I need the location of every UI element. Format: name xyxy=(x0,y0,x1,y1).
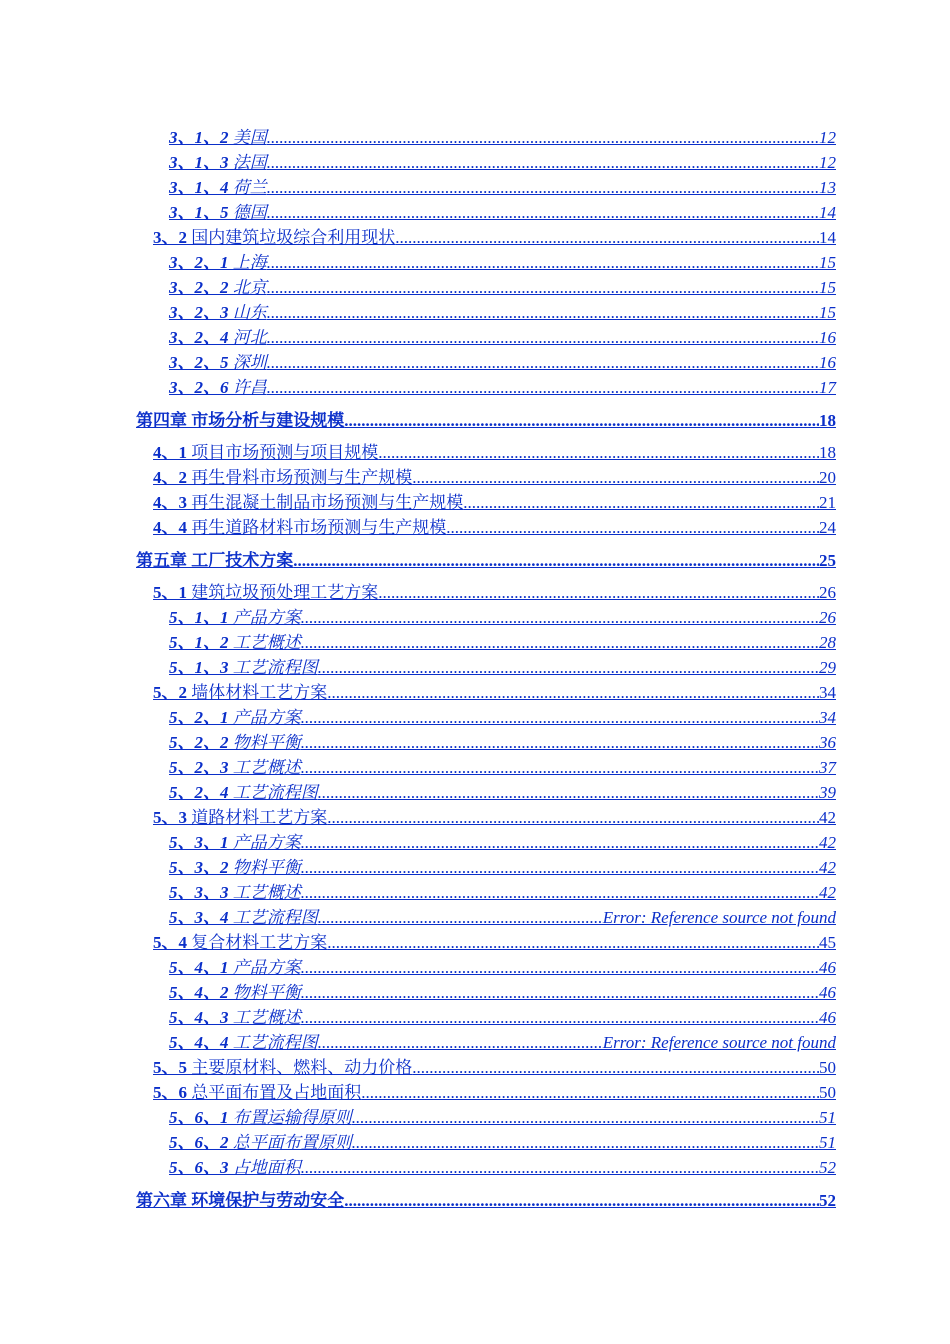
dot-leader xyxy=(412,1055,819,1080)
toc-entry-title: 物料平衡 xyxy=(228,983,301,1002)
toc-entry-title: 道路材料工艺方案 xyxy=(187,808,328,827)
toc-entry-page-number: 26 xyxy=(819,608,836,627)
toc-entry-number: 3、1、4 xyxy=(169,178,229,197)
toc-entry-sub[interactable] xyxy=(169,955,836,980)
dot-leader xyxy=(267,325,819,350)
dot-leader xyxy=(301,1005,819,1030)
toc-entry-page-number: 25 xyxy=(819,551,836,570)
toc-entry-page-number: 14 xyxy=(819,228,836,247)
toc-entry-title: 北京 xyxy=(228,278,267,297)
toc-entry-sub[interactable] xyxy=(169,1130,836,1155)
toc-entry-title: 布置运输得原则 xyxy=(228,1108,352,1127)
toc-entry-page-number: 16 xyxy=(819,328,836,347)
toc-entry-number: 5、4、4 xyxy=(169,1033,229,1052)
dot-leader xyxy=(267,300,819,325)
toc-entry-number: 4、3 xyxy=(153,493,187,512)
toc-entry-page-number: 24 xyxy=(819,518,836,537)
dot-leader xyxy=(301,880,819,905)
toc-entry-title: 山东 xyxy=(228,303,267,322)
dot-leader xyxy=(361,1080,819,1105)
toc-entry-number: 5、1、1 xyxy=(169,608,229,627)
dot-leader xyxy=(301,605,819,630)
toc-entry-sub[interactable] xyxy=(169,150,836,175)
dot-leader xyxy=(318,780,819,805)
toc-entry-title: 产品方案 xyxy=(228,608,301,627)
dot-leader xyxy=(446,515,819,540)
toc-entry-label xyxy=(169,730,301,755)
toc-entry-title: 物料平衡 xyxy=(228,733,301,752)
toc-entry-sub[interactable] xyxy=(169,705,836,730)
toc-entry-label xyxy=(169,125,267,150)
toc-entry-title: 物料平衡 xyxy=(228,858,301,877)
dot-leader xyxy=(267,125,819,150)
toc-entry-number: 3、2、5 xyxy=(169,353,229,372)
toc-entry-page-number: 12 xyxy=(819,128,836,147)
toc-entry-sub[interactable] xyxy=(169,605,836,630)
toc-entry-page-number: 46 xyxy=(819,1008,836,1027)
dot-leader xyxy=(267,150,819,175)
toc-entry-number: 5、5 xyxy=(153,1058,187,1077)
toc-entry-section[interactable] xyxy=(153,515,836,540)
dot-leader xyxy=(267,200,819,225)
toc-entry-page-number: 20 xyxy=(819,468,836,487)
toc-entry-section[interactable] xyxy=(153,465,836,490)
dot-leader xyxy=(344,1187,819,1215)
toc-entry-title: 产品方案 xyxy=(228,958,301,977)
toc-entry-page-number: 21 xyxy=(819,493,836,512)
toc-entry-label xyxy=(169,705,301,730)
toc-entry-title: 美国 xyxy=(228,128,267,147)
toc-entry-title: 再生骨料市场预测与生产规模 xyxy=(187,468,413,487)
toc-entry-title: 第四章 市场分析与建设规模 xyxy=(136,411,345,430)
toc-entry-title: 工艺流程图 xyxy=(228,908,318,927)
toc-entry-page-number: 12 xyxy=(819,153,836,172)
toc-entry-label xyxy=(169,655,318,680)
toc-entry-title: 主要原材料、燃料、动力价格 xyxy=(187,1058,413,1077)
toc-entry-sub[interactable] xyxy=(169,830,836,855)
toc-entry-title: 产品方案 xyxy=(228,708,301,727)
toc-entry-label xyxy=(169,375,267,400)
dot-leader xyxy=(267,175,819,200)
toc-entry-number: 5、4、2 xyxy=(169,983,229,1002)
toc-entry-number: 5、1、2 xyxy=(169,633,229,652)
toc-entry-number: 5、2 xyxy=(153,683,187,702)
toc-entry-number: 5、6 xyxy=(153,1083,187,1102)
toc-entry-number: 5、2、1 xyxy=(169,708,229,727)
toc-entry-number: 5、3、2 xyxy=(169,858,229,877)
toc-entry-page-number: 52 xyxy=(819,1158,836,1177)
dot-leader xyxy=(344,407,819,435)
dot-leader xyxy=(301,755,819,780)
dot-leader xyxy=(378,580,819,605)
toc-entry-page-number: 18 xyxy=(819,411,836,430)
toc-entry-title: 河北 xyxy=(228,328,267,347)
toc-entry-title: 上海 xyxy=(228,253,267,272)
toc-entry-chapter[interactable] xyxy=(136,547,836,575)
toc-entry-title: 工艺概述 xyxy=(228,758,301,777)
dot-leader xyxy=(395,225,819,250)
toc-entry-label xyxy=(169,1005,301,1030)
toc-entry-label xyxy=(169,955,301,980)
toc-entry-number: 5、6、3 xyxy=(169,1158,229,1177)
toc-entry-page-number: 51 xyxy=(819,1133,836,1152)
dot-leader xyxy=(412,465,819,490)
toc-entry-label xyxy=(136,1187,344,1215)
toc-entry-sub[interactable] xyxy=(169,1005,836,1030)
dot-leader xyxy=(318,1030,603,1055)
toc-entry-label xyxy=(153,440,378,465)
toc-entry-page-number: 13 xyxy=(819,178,836,197)
dot-leader xyxy=(301,855,819,880)
toc-entry-number: 5、4 xyxy=(153,933,187,952)
toc-entry-title: 国内建筑垃圾综合利用现状 xyxy=(187,228,396,247)
toc-entry-number: 5、4、3 xyxy=(169,1008,229,1027)
toc-entry-section[interactable] xyxy=(153,490,836,515)
toc-entry-label xyxy=(169,325,267,350)
toc-entry-title: 工艺流程图 xyxy=(228,658,318,677)
toc-entry-page-number: 15 xyxy=(819,303,836,322)
dot-leader xyxy=(318,905,603,930)
toc-entry-title: 建筑垃圾预处理工艺方案 xyxy=(187,583,379,602)
toc-entry-page-number: 15 xyxy=(819,253,836,272)
toc-entry-sub[interactable] xyxy=(169,350,836,375)
dot-leader xyxy=(301,955,819,980)
toc-entry-number: 3、2、6 xyxy=(169,378,229,397)
toc-entry-title: 法国 xyxy=(228,153,267,172)
toc-entry-page-number: 46 xyxy=(819,958,836,977)
toc-entry-label xyxy=(136,407,344,435)
toc-entry-chapter[interactable] xyxy=(136,1187,836,1215)
toc-entry-sub[interactable] xyxy=(169,855,836,880)
toc-entry-page-number: 14 xyxy=(819,203,836,222)
toc-entry-label xyxy=(153,1080,361,1105)
toc-entry-sub[interactable] xyxy=(169,275,836,300)
toc-entry-sub[interactable] xyxy=(169,1155,836,1180)
toc-entry-sub[interactable] xyxy=(169,1030,836,1055)
toc-entry-section[interactable] xyxy=(153,680,836,705)
toc-entry-page-number: 34 xyxy=(819,708,836,727)
toc-entry-page-number: 42 xyxy=(819,833,836,852)
toc-entry-sub[interactable] xyxy=(169,730,836,755)
toc-entry-label xyxy=(169,855,301,880)
table-of-contents xyxy=(0,125,950,1220)
toc-entry-label xyxy=(169,905,318,930)
toc-entry-page-number: Error: Reference source not found xyxy=(602,908,836,927)
toc-entry-title: 工艺概述 xyxy=(228,633,301,652)
toc-entry-number: 4、2 xyxy=(153,468,187,487)
toc-entry-number: 3、1、2 xyxy=(169,128,229,147)
toc-entry-number: 5、3 xyxy=(153,808,187,827)
toc-entry-page-number: 17 xyxy=(819,378,836,397)
toc-entry-label xyxy=(153,490,463,515)
toc-entry-number: 3、1、3 xyxy=(169,153,229,172)
toc-entry-number: 3、2、1 xyxy=(169,253,229,272)
toc-entry-page-number: 18 xyxy=(819,443,836,462)
toc-entry-page-number: 36 xyxy=(819,733,836,752)
toc-entry-section[interactable] xyxy=(153,225,836,250)
toc-entry-number: 5、6、2 xyxy=(169,1133,229,1152)
toc-entry-number: 5、4、1 xyxy=(169,958,229,977)
toc-entry-title: 再生道路材料市场预测与生产规模 xyxy=(187,518,447,537)
toc-entry-number: 5、1 xyxy=(153,583,187,602)
toc-entry-number: 5、3、3 xyxy=(169,883,229,902)
toc-entry-section[interactable] xyxy=(153,1055,836,1080)
toc-entry-sub[interactable] xyxy=(169,980,836,1005)
toc-entry-page-number: 45 xyxy=(819,933,836,952)
dot-leader xyxy=(301,1155,819,1180)
toc-entry-label xyxy=(169,1130,352,1155)
dot-leader xyxy=(352,1105,819,1130)
toc-entry-number: 3、2 xyxy=(153,228,187,247)
toc-entry-sub[interactable] xyxy=(169,880,836,905)
toc-entry-sub[interactable] xyxy=(169,630,836,655)
toc-entry-label xyxy=(169,200,267,225)
toc-entry-sub[interactable] xyxy=(169,300,836,325)
toc-entry-label xyxy=(153,1055,412,1080)
toc-entry-page-number: 42 xyxy=(819,858,836,877)
toc-entry-label xyxy=(169,1155,301,1180)
toc-entry-label xyxy=(169,350,267,375)
toc-entry-page-number: 28 xyxy=(819,633,836,652)
toc-entry-page-number: 42 xyxy=(819,808,836,827)
toc-entry-sub[interactable] xyxy=(169,905,836,930)
toc-entry-number: 5、6、1 xyxy=(169,1108,229,1127)
toc-entry-title: 工艺概述 xyxy=(228,1008,301,1027)
toc-entry-label xyxy=(153,580,378,605)
toc-entry-label xyxy=(169,755,301,780)
toc-entry-number: 3、2、2 xyxy=(169,278,229,297)
toc-entry-page-number: Error: Reference source not found xyxy=(602,1033,836,1052)
toc-entry-title: 总平面布置原则 xyxy=(228,1133,352,1152)
toc-entry-section[interactable] xyxy=(153,440,836,465)
toc-entry-label xyxy=(169,150,267,175)
dot-leader xyxy=(327,680,819,705)
toc-entry-label xyxy=(169,605,301,630)
toc-entry-title: 占地面积 xyxy=(228,1158,301,1177)
dot-leader xyxy=(378,440,819,465)
toc-entry-sub[interactable] xyxy=(169,125,836,150)
toc-entry-number: 5、3、1 xyxy=(169,833,229,852)
toc-entry-number: 3、1、5 xyxy=(169,203,229,222)
toc-entry-label xyxy=(136,547,293,575)
toc-entry-title: 荷兰 xyxy=(228,178,267,197)
dot-leader xyxy=(327,930,819,955)
toc-entry-page-number: 26 xyxy=(819,583,836,602)
toc-entry-title: 德国 xyxy=(228,203,267,222)
toc-entry-page-number: 51 xyxy=(819,1108,836,1127)
dot-leader xyxy=(267,375,819,400)
toc-entry-page-number: 15 xyxy=(819,278,836,297)
dot-leader xyxy=(327,805,819,830)
toc-entry-page-number: 37 xyxy=(819,758,836,777)
toc-entry-page-number: 50 xyxy=(819,1083,836,1102)
toc-entry-title: 总平面布置及占地面积 xyxy=(187,1083,362,1102)
toc-entry-section[interactable] xyxy=(153,805,836,830)
toc-entry-label xyxy=(169,300,267,325)
toc-entry-label xyxy=(169,275,267,300)
dot-leader xyxy=(352,1130,819,1155)
toc-entry-title: 项目市场预测与项目规模 xyxy=(187,443,379,462)
toc-entry-label xyxy=(169,250,267,275)
toc-entry-title: 第六章 环境保护与劳动安全 xyxy=(136,1191,345,1210)
toc-entry-number: 5、2、3 xyxy=(169,758,229,777)
toc-entry-label xyxy=(169,175,267,200)
toc-entry-sub[interactable] xyxy=(169,200,836,225)
toc-entry-title: 再生混凝土制品市场预测与生产规模 xyxy=(187,493,464,512)
toc-entry-page-number: 46 xyxy=(819,983,836,1002)
toc-entry-sub[interactable] xyxy=(169,655,836,680)
toc-entry-title: 工艺流程图 xyxy=(228,783,318,802)
toc-entry-number: 3、2、4 xyxy=(169,328,229,347)
toc-entry-label xyxy=(153,225,395,250)
toc-entry-sub[interactable] xyxy=(169,175,836,200)
toc-entry-label xyxy=(169,1105,352,1130)
toc-entry-title: 复合材料工艺方案 xyxy=(187,933,328,952)
toc-entry-sub[interactable] xyxy=(169,780,836,805)
toc-entry-title: 墙体材料工艺方案 xyxy=(187,683,328,702)
toc-entry-label xyxy=(153,465,412,490)
toc-entry-label xyxy=(153,515,446,540)
toc-entry-sub[interactable] xyxy=(169,375,836,400)
toc-entry-label xyxy=(153,930,327,955)
dot-leader xyxy=(301,630,819,655)
toc-entry-label xyxy=(153,680,327,705)
dot-leader xyxy=(301,980,819,1005)
dot-leader xyxy=(267,250,819,275)
toc-entry-label xyxy=(169,880,301,905)
toc-entry-label xyxy=(169,780,318,805)
toc-entry-sub[interactable] xyxy=(169,755,836,780)
toc-entry-label xyxy=(169,1030,318,1055)
toc-entry-label xyxy=(169,830,301,855)
dot-leader xyxy=(267,350,819,375)
toc-entry-title: 第五章 工厂技术方案 xyxy=(136,551,294,570)
toc-entry-section[interactable] xyxy=(153,580,836,605)
toc-entry-sub[interactable] xyxy=(169,1105,836,1130)
toc-entry-number: 4、1 xyxy=(153,443,187,462)
toc-entry-label xyxy=(169,980,301,1005)
toc-entry-sub[interactable] xyxy=(169,250,836,275)
toc-entry-title: 深圳 xyxy=(228,353,267,372)
toc-entry-number: 3、2、3 xyxy=(169,303,229,322)
toc-entry-page-number: 34 xyxy=(819,683,836,702)
toc-entry-number: 5、3、4 xyxy=(169,908,229,927)
toc-entry-title: 工艺概述 xyxy=(228,883,301,902)
toc-entry-page-number: 50 xyxy=(819,1058,836,1077)
toc-entry-page-number: 52 xyxy=(819,1191,836,1210)
dot-leader xyxy=(318,655,819,680)
dot-leader xyxy=(293,547,819,575)
toc-entry-number: 5、2、4 xyxy=(169,783,229,802)
dot-leader xyxy=(463,490,819,515)
toc-entry-page-number: 39 xyxy=(819,783,836,802)
toc-entry-section[interactable] xyxy=(153,930,836,955)
toc-entry-label xyxy=(169,630,301,655)
toc-entry-chapter[interactable] xyxy=(136,407,836,435)
toc-entry-number: 5、1、3 xyxy=(169,658,229,677)
toc-entry-title: 工艺流程图 xyxy=(228,1033,318,1052)
toc-entry-page-number: 29 xyxy=(819,658,836,677)
toc-entry-page-number: 42 xyxy=(819,883,836,902)
dot-leader xyxy=(301,830,819,855)
toc-entry-title: 产品方案 xyxy=(228,833,301,852)
dot-leader xyxy=(301,730,819,755)
toc-entry-title: 许昌 xyxy=(228,378,267,397)
dot-leader xyxy=(301,705,819,730)
toc-entry-number: 4、4 xyxy=(153,518,187,537)
dot-leader xyxy=(267,275,819,300)
toc-entry-page-number: 16 xyxy=(819,353,836,372)
toc-entry-label xyxy=(153,805,327,830)
toc-entry-section[interactable] xyxy=(153,1080,836,1105)
toc-entry-sub[interactable] xyxy=(169,325,836,350)
toc-entry-number: 5、2、2 xyxy=(169,733,229,752)
